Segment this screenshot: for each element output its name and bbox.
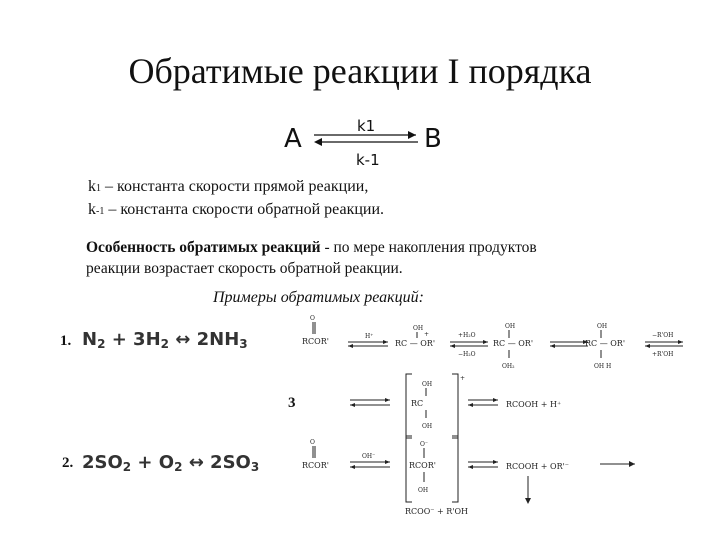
svg-text:OH₂: OH₂ — [502, 363, 515, 370]
svg-text:−R'OH: −R'OH — [652, 332, 674, 339]
svg-text:OH: OH — [597, 323, 608, 330]
svg-text:OH: OH — [418, 487, 429, 494]
row1-ester: RCOR' — [302, 337, 329, 346]
example-1-number: 1. — [60, 333, 72, 349]
example-1-equation: $N_2 + 3H_2$ ↔ $2NH_3$ — [82, 329, 248, 351]
svg-text:OH: OH — [422, 381, 433, 388]
svg-text:OH: OH — [413, 325, 424, 332]
rate-constant-reverse: k-1 — [356, 151, 380, 169]
svg-text:O: O — [310, 439, 315, 446]
equilibrium-arrows — [312, 128, 420, 150]
row3-product: RCOOH + OR'⁻ — [506, 462, 570, 471]
svg-text:H⁺: H⁺ — [365, 333, 374, 340]
row1-intermediate-2: RC — OR' — [493, 339, 534, 348]
svg-text:O: O — [310, 315, 315, 322]
definition-reverse: k-1 – константа скорости обратной реакции. — [88, 201, 385, 218]
svg-text:OH H: OH H — [594, 363, 612, 370]
svg-text:+R'OH: +R'OH — [652, 351, 674, 358]
feature-bold: Особенность обратимых реакций — [86, 239, 321, 256]
rate-constant-forward: k1 — [357, 117, 376, 135]
row1-intermediate-3: RC — OR' — [585, 339, 626, 348]
mechanism-row-2 — [350, 374, 561, 438]
feature-paragraph: Особенность обратимых реакций - по мере накопления продуктов реакции возрастает скорость обратной реакции. — [86, 239, 537, 277]
slide-title: Обратимые реакции I порядка — [128, 51, 592, 91]
row3-intermediate: RCOR' — [409, 461, 436, 470]
svg-text:+: + — [424, 331, 430, 338]
example-2-number: 2. — [62, 455, 74, 471]
svg-text:−H₂O: −H₂O — [458, 351, 476, 358]
row2-intermediate: RC — [411, 399, 424, 408]
svg-text:OH: OH — [422, 423, 433, 430]
product-b: B — [424, 124, 442, 154]
reactant-a: A — [284, 124, 302, 154]
svg-text:+H₂O: +H₂O — [458, 332, 476, 339]
row3-ester: RCOR' — [302, 461, 329, 470]
examples-heading: Примеры обратимых реакций: — [213, 289, 424, 306]
row2-product: RCOOH + H⁺ — [506, 400, 562, 409]
definition-forward: k1 – константа скорости прямой реакции, — [88, 178, 369, 195]
mechanism-row-3 — [302, 436, 635, 502]
svg-text:O⁻: O⁻ — [420, 441, 429, 448]
svg-text:OH⁻: OH⁻ — [362, 453, 376, 460]
svg-text:OH: OH — [505, 323, 516, 330]
row4-product: RCOO⁻ + R'OH — [405, 507, 469, 516]
mechanism-row-1 — [302, 315, 683, 370]
svg-text:+: + — [460, 375, 466, 382]
example-3-number: 3 — [288, 395, 296, 411]
hydrolysis-mechanism — [300, 312, 715, 532]
example-2-equation: $2SO_2 + O_2$ ↔ $2SO_3$ — [82, 452, 260, 474]
row1-intermediate-1: RC — OR' — [395, 339, 436, 348]
